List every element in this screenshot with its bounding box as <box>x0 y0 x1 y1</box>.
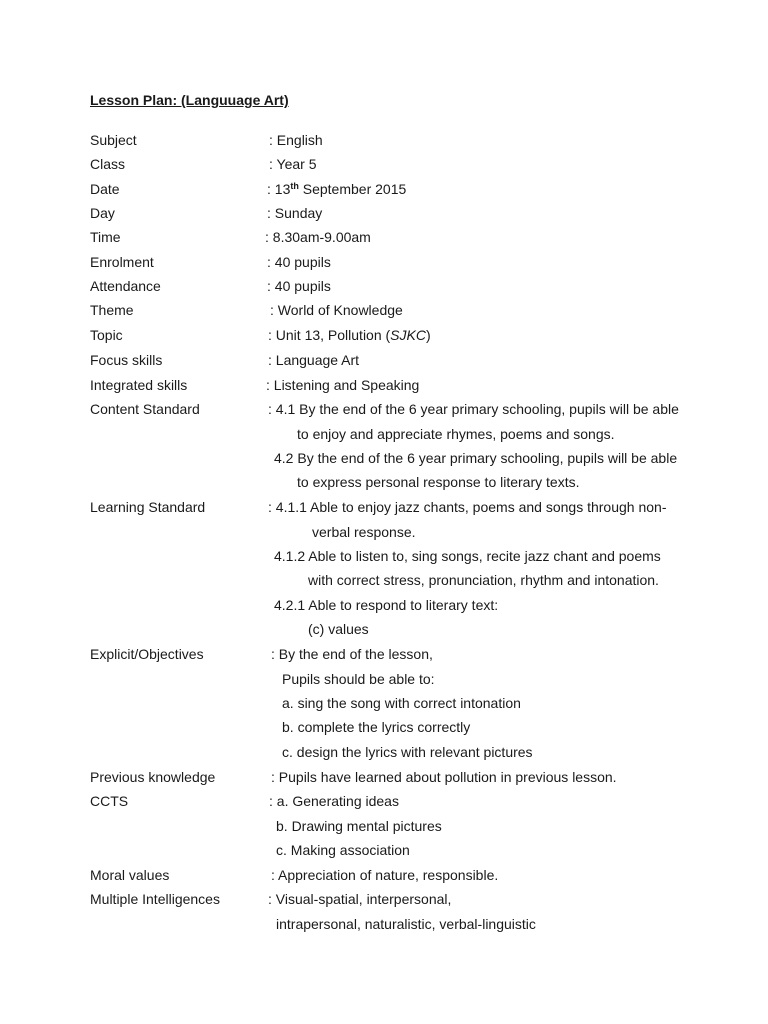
label-learning-standard: Learning Standard <box>90 499 206 515</box>
value-time: : 8.30am-9.00am <box>265 229 371 245</box>
date-month-year: September 2015 <box>298 181 407 197</box>
value-attendance: : 40 pupils <box>267 278 331 294</box>
content-standard-line: to enjoy and appreciate rhymes, poems and songs. <box>297 426 615 442</box>
objectives-line: : By the end of the lesson, <box>271 646 433 662</box>
label-previous-knowledge: Previous knowledge <box>90 769 216 785</box>
content-standard-line: 4.2 By the end of the 6 year primary schooling, pupils will be able <box>274 450 678 466</box>
learning-standard-line: with correct stress, pronunciation, rhythm and intonation. <box>308 572 659 588</box>
value-enrolment: : 40 pupils <box>267 254 331 270</box>
label-theme: Theme <box>90 302 134 318</box>
topic-close-paren: ) <box>425 327 431 343</box>
label-ccts: CCTS <box>90 793 129 809</box>
label-content-standard: Content Standard <box>90 401 200 417</box>
label-day: Day <box>90 205 115 221</box>
value-topic <box>268 326 431 344</box>
label-date: Date <box>90 181 120 197</box>
value-subject: : English <box>269 132 323 148</box>
mi-line: intrapersonal, naturalistic, verbal-linguistic <box>276 916 536 932</box>
label-enrolment: Enrolment <box>90 254 154 270</box>
label-time: Time <box>90 229 121 245</box>
value-moral-values: : Appreciation of nature, responsible. <box>271 867 499 883</box>
value-integrated-skills: : Listening and Speaking <box>266 377 420 393</box>
value-day: : Sunday <box>267 205 323 221</box>
learning-standard-line: 4.1.2 Able to listen to, sing songs, recite jazz chant and poems <box>274 548 661 564</box>
label-subject: Subject <box>90 132 137 148</box>
learning-standard-line: verbal response. <box>312 524 416 540</box>
objectives-line: Pupils should be able to: <box>282 671 435 687</box>
learning-standard-line: (c) values <box>308 621 369 637</box>
value-previous-knowledge: : Pupils have learned about pollution in previous lesson. <box>271 769 617 785</box>
ccts-line: : a. Generating ideas <box>269 793 399 809</box>
date-day-number: : 13 <box>267 181 291 197</box>
label-topic: Topic <box>90 327 123 343</box>
content-standard-line: : 4.1 By the end of the 6 year primary schooling, pupils will be able <box>268 401 679 417</box>
label-moral-values: Moral values <box>90 867 170 883</box>
ccts-line: b. Drawing mental pictures <box>276 818 442 834</box>
ccts-line: c. Making association <box>276 842 410 858</box>
date-ordinal-suffix: th <box>290 181 299 191</box>
mi-line: : Visual-spatial, interpersonal, <box>268 891 452 907</box>
label-focus-skills: Focus skills <box>90 352 163 368</box>
value-focus-skills: : Language Art <box>268 352 360 368</box>
learning-standard-line: : 4.1.1 Able to enjoy jazz chants, poems and songs through non- <box>268 499 667 515</box>
learning-standard-line: 4.2.1 Able to respond to literary text: <box>274 597 499 613</box>
page-title: Lesson Plan: (Languuage Art) <box>90 92 289 108</box>
objectives-line: b. complete the lyrics correctly <box>282 719 471 735</box>
label-multiple-intelligences: Multiple Intelligences <box>90 891 220 907</box>
label-objectives: Explicit/Objectives <box>90 646 204 662</box>
value-theme: : World of Knowledge <box>270 302 403 318</box>
label-integrated-skills: Integrated skills <box>90 377 188 393</box>
objectives-line: a. sing the song with correct intonation <box>282 695 521 711</box>
value-class: : Year 5 <box>269 156 317 172</box>
content-standard-line: to express personal response to literary texts. <box>297 474 580 490</box>
objectives-line: c. design the lyrics with relevant pictures <box>282 744 533 760</box>
label-class: Class <box>90 156 126 172</box>
topic-unit-text: : Unit 13, Pollution ( <box>268 327 391 343</box>
label-attendance: Attendance <box>90 278 161 294</box>
value-date <box>267 180 406 198</box>
topic-school-type: SJKC <box>390 327 426 343</box>
